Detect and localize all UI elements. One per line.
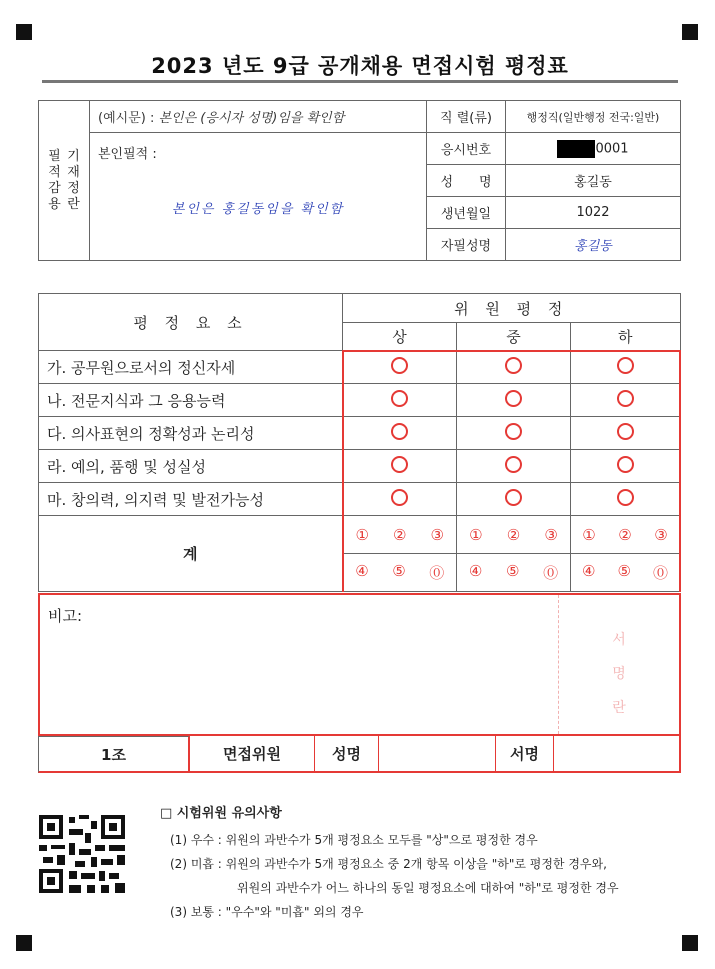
side-label-char: 필 bbox=[48, 148, 61, 164]
side-label-char: 재 bbox=[67, 164, 80, 180]
grading-item-label: 다. 의사표현의 정확성과 논리성 bbox=[39, 417, 343, 450]
score-option[interactable]: ④ bbox=[582, 562, 596, 580]
score-option[interactable]: ⑤ bbox=[617, 562, 631, 580]
rating-circle-icon[interactable] bbox=[391, 423, 408, 440]
level-mid: 중 bbox=[457, 323, 571, 351]
rating-cell[interactable] bbox=[457, 417, 571, 450]
corner-mark-bottom-left bbox=[16, 935, 32, 951]
grading-row bbox=[39, 450, 681, 483]
footer-row bbox=[38, 736, 681, 773]
grading-item-label: 라. 예의, 품행 및 성실성 bbox=[39, 450, 343, 483]
group-label: 1조 bbox=[38, 736, 190, 773]
field-label: 성 명 bbox=[427, 165, 506, 197]
side-label-char: 기 bbox=[67, 148, 80, 164]
rating-cell[interactable] bbox=[343, 483, 457, 516]
score-option[interactable]: ② bbox=[618, 525, 632, 544]
field-value-exam-number: 0001 bbox=[506, 133, 681, 165]
rating-circle-icon[interactable] bbox=[617, 489, 634, 506]
signature-column[interactable] bbox=[558, 595, 679, 734]
examiner-notes bbox=[160, 802, 619, 927]
field-label: 직 렬(류) bbox=[427, 101, 506, 133]
grading-row bbox=[39, 483, 681, 516]
rating-circle-icon[interactable] bbox=[505, 423, 522, 440]
rating-circle-icon[interactable] bbox=[505, 456, 522, 473]
corner-mark-bottom-right bbox=[682, 935, 698, 951]
score-option[interactable]: ① bbox=[582, 525, 596, 544]
grading-table bbox=[38, 293, 681, 592]
score-option[interactable]: ⑤ bbox=[392, 562, 406, 580]
rating-cell[interactable] bbox=[343, 351, 457, 384]
note-line: (3) 보통 : "우수"와 "미흡" 외의 경우 bbox=[170, 905, 364, 919]
element-header: 평 정 요 소 bbox=[39, 294, 343, 351]
score-option[interactable]: ③ bbox=[654, 525, 668, 544]
score-option[interactable]: ⑤ bbox=[505, 562, 520, 580]
score-cell[interactable] bbox=[343, 516, 457, 554]
sample-text: 본인은 (응시자 성명)임을 확인함 bbox=[158, 111, 345, 126]
field-label: 생년월일 bbox=[427, 197, 506, 229]
sign-input[interactable] bbox=[554, 736, 681, 773]
grading-row bbox=[39, 384, 681, 417]
name-label: 성명 bbox=[315, 736, 379, 773]
grading-row bbox=[39, 417, 681, 450]
score-option[interactable]: ④ bbox=[468, 562, 483, 580]
remarks-box[interactable] bbox=[38, 593, 681, 736]
name-input[interactable] bbox=[379, 736, 496, 773]
score-option[interactable]: ⓪ bbox=[429, 564, 445, 582]
corner-mark-top-right bbox=[682, 24, 698, 40]
handwriting-label: 본인필적 : bbox=[98, 147, 157, 162]
page-title: 2023 년도 9급 공개채용 면접시험 평정표 bbox=[151, 54, 569, 78]
rating-cell[interactable] bbox=[457, 483, 571, 516]
rating-circle-icon[interactable] bbox=[391, 489, 408, 506]
score-cell[interactable] bbox=[343, 554, 457, 592]
field-label: 응시번호 bbox=[427, 133, 506, 165]
score-cell[interactable] bbox=[457, 554, 571, 592]
sign-column-char: 서 bbox=[612, 632, 626, 648]
interviewer-label: 면접위원 bbox=[190, 736, 315, 773]
grading-row bbox=[39, 351, 681, 384]
applicant-info-table bbox=[38, 100, 681, 261]
side-label-char: 정 bbox=[67, 180, 80, 196]
side-label-char: 용 bbox=[48, 196, 61, 212]
grading-item-label: 가. 공무원으로서의 정신자세 bbox=[39, 351, 343, 384]
rating-cell[interactable] bbox=[343, 450, 457, 483]
score-option[interactable]: ② bbox=[506, 525, 521, 544]
remarks-label: 비고: bbox=[48, 607, 83, 625]
rating-cell[interactable] bbox=[457, 384, 571, 417]
score-cell[interactable] bbox=[571, 516, 681, 554]
corner-mark-top-left bbox=[16, 24, 32, 40]
note-line: (2) 미흡 : 위원의 과반수가 5개 평정요소 중 2개 항목 이상을 "하"로 평정한 경우와, bbox=[170, 857, 607, 871]
side-label-char: 적 bbox=[48, 164, 61, 180]
side-label-char: 란 bbox=[67, 196, 80, 212]
rating-cell[interactable] bbox=[571, 384, 681, 417]
rating-circle-icon[interactable] bbox=[391, 390, 408, 407]
rating-cell[interactable] bbox=[343, 384, 457, 417]
sample-prefix: (예시문) : bbox=[98, 111, 155, 126]
rating-cell[interactable] bbox=[457, 450, 571, 483]
handwriting-area[interactable] bbox=[90, 133, 427, 261]
level-low: 하 bbox=[571, 323, 681, 351]
rating-circle-icon[interactable] bbox=[617, 423, 634, 440]
rating-circle-icon[interactable] bbox=[505, 390, 522, 407]
rating-circle-icon[interactable] bbox=[391, 357, 408, 374]
sign-label: 서명 bbox=[496, 736, 554, 773]
notes-heading: □ 시험위원 유의사항 bbox=[160, 806, 282, 821]
rating-circle-icon[interactable] bbox=[505, 357, 522, 374]
score-cell[interactable] bbox=[571, 554, 681, 592]
redacted-block bbox=[557, 140, 595, 158]
rating-circle-icon[interactable] bbox=[617, 456, 634, 473]
rating-cell[interactable] bbox=[457, 351, 571, 384]
rating-circle-icon[interactable] bbox=[617, 357, 634, 374]
side-label-char: 감 bbox=[48, 180, 61, 196]
score-option[interactable]: ④ bbox=[355, 562, 369, 580]
grading-item-label: 나. 전문지식과 그 응용능력 bbox=[39, 384, 343, 417]
rating-cell[interactable] bbox=[571, 351, 681, 384]
score-option[interactable]: ⓪ bbox=[543, 564, 559, 582]
sign-column-char: 명 bbox=[612, 666, 626, 682]
total-label: 계 bbox=[39, 516, 343, 592]
qr-code bbox=[39, 815, 125, 893]
score-option[interactable]: ① bbox=[355, 525, 369, 544]
field-value-name: 홍길동 bbox=[506, 165, 681, 197]
score-option[interactable]: ③ bbox=[544, 525, 558, 544]
sample-sentence bbox=[90, 101, 427, 133]
handwriting-check-label bbox=[39, 101, 90, 261]
field-value-birthdate: 1022 bbox=[506, 197, 681, 229]
score-option[interactable]: ① bbox=[469, 525, 483, 544]
score-option[interactable]: ② bbox=[393, 525, 407, 544]
title-divider bbox=[42, 80, 678, 83]
rating-circle-icon[interactable] bbox=[505, 489, 522, 506]
field-value-signature: 홍길동 bbox=[506, 229, 681, 261]
note-line: (1) 우수 : 위원의 과반수가 5개 평정요소 모두를 "상"으로 평정한 경우 bbox=[170, 833, 538, 847]
score-option[interactable]: ⓪ bbox=[652, 564, 668, 582]
field-label: 자필성명 bbox=[427, 229, 506, 261]
rating-circle-icon[interactable] bbox=[617, 390, 634, 407]
rating-cell[interactable] bbox=[571, 417, 681, 450]
score-cell[interactable] bbox=[457, 516, 571, 554]
field-value-series: 행정직(일반행정 전국:일반) bbox=[506, 101, 681, 133]
level-high: 상 bbox=[343, 323, 457, 351]
rating-cell[interactable] bbox=[571, 450, 681, 483]
committee-header: 위 원 평 정 bbox=[343, 294, 681, 323]
score-option[interactable]: ③ bbox=[430, 525, 444, 544]
grading-item-label: 마. 창의력, 의지력 및 발전가능성 bbox=[39, 483, 343, 516]
rating-cell[interactable] bbox=[571, 483, 681, 516]
rating-circle-icon[interactable] bbox=[391, 456, 408, 473]
sign-column-char: 란 bbox=[612, 700, 626, 716]
handwriting-sample: 본인은 홍길동임을 확인함 bbox=[171, 202, 345, 217]
rating-cell[interactable] bbox=[343, 417, 457, 450]
note-line: 위원의 과반수가 어느 하나의 동일 평정요소에 대하여 "하"로 평정한 경우 bbox=[237, 881, 619, 895]
